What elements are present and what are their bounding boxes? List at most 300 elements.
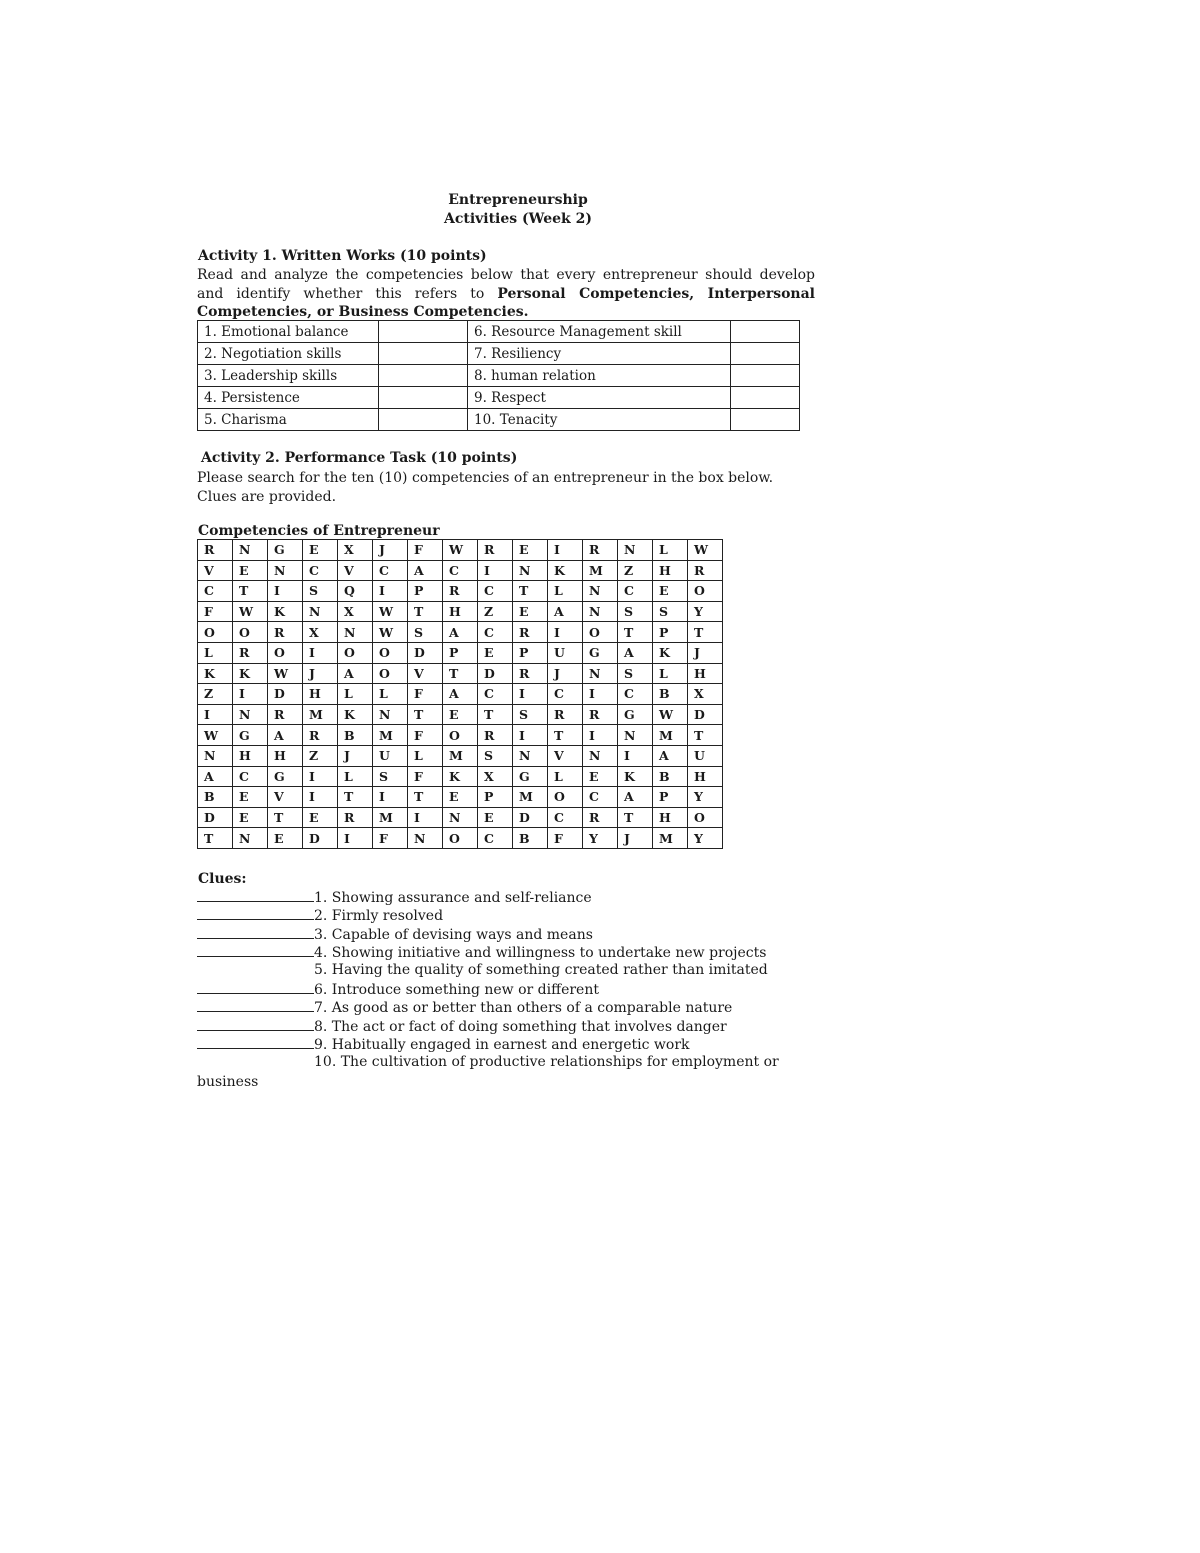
grid-letter: I: [513, 684, 548, 705]
grid-letter: W: [653, 704, 688, 725]
answer-cell[interactable]: [379, 387, 468, 409]
grid-letter: G: [513, 766, 548, 787]
grid-letter: O: [548, 787, 583, 808]
clue-text: 6. Introduce something new or different: [314, 981, 599, 998]
grid-letter: E: [478, 807, 513, 828]
grid-letter: T: [408, 704, 443, 725]
grid-letter: S: [618, 601, 653, 622]
answer-blank[interactable]: [197, 998, 314, 1012]
grid-letter: S: [408, 622, 443, 643]
grid-letter: N: [583, 745, 618, 766]
grid-letter: R: [338, 807, 373, 828]
grid-letter: K: [618, 766, 653, 787]
answer-cell[interactable]: [731, 343, 800, 365]
grid-letter: J: [618, 828, 653, 849]
grid-letter: E: [513, 540, 548, 561]
grid-letter: B: [653, 684, 688, 705]
activity1-instructions-text: Read and analyze the competencies below that every entrepreneur should develop and identify whether this refers to: [197, 267, 815, 302]
grid-letter: Z: [198, 684, 233, 705]
grid-letter: H: [688, 766, 723, 787]
grid-letter: R: [688, 560, 723, 581]
grid-letter: I: [198, 704, 233, 725]
grid-letter: M: [373, 807, 408, 828]
grid-letter: I: [408, 807, 443, 828]
grid-row: [198, 560, 723, 581]
grid-letter: T: [408, 601, 443, 622]
grid-letter: N: [233, 828, 268, 849]
grid-letter: R: [513, 622, 548, 643]
grid-letter: F: [408, 725, 443, 746]
grid-letter: R: [583, 540, 618, 561]
competency-cell: 2. Negotiation skills: [198, 343, 379, 365]
clue-item: [197, 906, 817, 924]
grid-letter: X: [303, 622, 338, 643]
grid-letter: C: [303, 560, 338, 581]
answer-cell[interactable]: [731, 321, 800, 343]
grid-letter: Q: [338, 581, 373, 602]
answer-blank[interactable]: [197, 980, 314, 994]
grid-letter: G: [618, 704, 653, 725]
grid-letter: C: [373, 560, 408, 581]
grid-row: [198, 807, 723, 828]
grid-letter: H: [688, 663, 723, 684]
grid-letter: L: [373, 684, 408, 705]
activity1-instructions: [197, 266, 815, 322]
grid-letter: O: [373, 663, 408, 684]
grid-letter: O: [373, 642, 408, 663]
grid-letter: T: [688, 622, 723, 643]
grid-row: [198, 828, 723, 849]
grid-letter: C: [583, 787, 618, 808]
grid-letter: I: [303, 787, 338, 808]
grid-letter: W: [233, 601, 268, 622]
grid-letter: W: [688, 540, 723, 561]
competency-table: [197, 320, 800, 431]
grid-row: [198, 581, 723, 602]
grid-letter: L: [548, 766, 583, 787]
grid-letter: G: [268, 766, 303, 787]
answer-blank[interactable]: [197, 943, 314, 957]
competency-row: [198, 343, 800, 365]
grid-letter: J: [373, 540, 408, 561]
grid-row: [198, 684, 723, 705]
grid-letter: O: [443, 725, 478, 746]
grid-letter: A: [618, 642, 653, 663]
document-subtitle: Activities (Week 2): [443, 211, 593, 227]
grid-letter: C: [443, 560, 478, 581]
grid-letter: N: [198, 745, 233, 766]
grid-row: [198, 622, 723, 643]
grid-letter: R: [233, 642, 268, 663]
grid-letter: D: [513, 807, 548, 828]
grid-letter: T: [198, 828, 233, 849]
grid-letter: L: [548, 581, 583, 602]
grid-letter: V: [338, 560, 373, 581]
grid-letter: O: [233, 622, 268, 643]
grid-letter: C: [618, 684, 653, 705]
grid-row: [198, 787, 723, 808]
grid-letter: E: [303, 807, 338, 828]
grid-letter: D: [198, 807, 233, 828]
competency-row: [198, 365, 800, 387]
grid-letter: N: [618, 540, 653, 561]
grid-letter: U: [688, 745, 723, 766]
grid-letter: I: [373, 581, 408, 602]
grid-letter: M: [653, 725, 688, 746]
grid-letter: B: [198, 787, 233, 808]
grid-letter: N: [583, 601, 618, 622]
grid-letter: J: [338, 745, 373, 766]
grid-letter: T: [443, 663, 478, 684]
grid-letter: R: [268, 704, 303, 725]
grid-letter: I: [513, 725, 548, 746]
grid-letter: K: [268, 601, 303, 622]
word-search-heading: Competencies of Entrepreneur: [198, 523, 440, 539]
grid-letter: G: [268, 540, 303, 561]
grid-letter: S: [653, 601, 688, 622]
grid-letter: C: [548, 807, 583, 828]
grid-letter: P: [513, 642, 548, 663]
answer-cell[interactable]: [379, 365, 468, 387]
clue-text: 8. The act or fact of doing something that involves danger: [314, 1018, 727, 1035]
grid-letter: M: [443, 745, 478, 766]
grid-letter: P: [443, 642, 478, 663]
grid-letter: T: [233, 581, 268, 602]
grid-letter: O: [198, 622, 233, 643]
grid-letter: E: [233, 787, 268, 808]
grid-letter: S: [373, 766, 408, 787]
clue-text: 5. Having the quality of something created rather than imitated: [314, 961, 768, 978]
grid-letter: R: [583, 704, 618, 725]
grid-letter: C: [198, 581, 233, 602]
answer-blank[interactable]: [197, 925, 314, 939]
grid-letter: I: [268, 581, 303, 602]
grid-letter: P: [478, 787, 513, 808]
grid-letter: B: [653, 766, 688, 787]
grid-letter: P: [653, 787, 688, 808]
clue-text: 2. Firmly resolved: [314, 908, 444, 925]
grid-letter: N: [233, 704, 268, 725]
grid-row: [198, 725, 723, 746]
grid-letter: O: [688, 581, 723, 602]
grid-letter: N: [268, 560, 303, 581]
grid-letter: A: [338, 663, 373, 684]
grid-letter: T: [548, 725, 583, 746]
competency-cell: 5. Charisma: [198, 409, 379, 431]
answer-cell[interactable]: [731, 365, 800, 387]
grid-letter: H: [653, 807, 688, 828]
competency-row: [198, 409, 800, 431]
grid-letter: T: [688, 725, 723, 746]
grid-letter: I: [583, 725, 618, 746]
grid-letter: O: [338, 642, 373, 663]
grid-row: [198, 540, 723, 561]
grid-letter: H: [303, 684, 338, 705]
grid-letter: M: [513, 787, 548, 808]
clue-item: [197, 943, 817, 961]
clue-text: 1. Showing assurance and self-reliance: [314, 890, 592, 906]
grid-letter: E: [478, 642, 513, 663]
grid-letter: C: [618, 581, 653, 602]
answer-blank[interactable]: [197, 906, 314, 920]
competency-row: [198, 321, 800, 343]
grid-letter: R: [303, 725, 338, 746]
grid-letter: W: [268, 663, 303, 684]
grid-letter: N: [373, 704, 408, 725]
answer-cell[interactable]: [731, 387, 800, 409]
clue-item: [197, 1017, 817, 1035]
grid-letter: O: [443, 828, 478, 849]
grid-letter: K: [338, 704, 373, 725]
clue-continuation: business: [197, 1073, 259, 1090]
grid-letter: I: [303, 642, 338, 663]
grid-letter: I: [618, 745, 653, 766]
grid-letter: L: [198, 642, 233, 663]
grid-letter: X: [688, 684, 723, 705]
grid-letter: O: [688, 807, 723, 828]
grid-letter: N: [513, 560, 548, 581]
grid-letter: Y: [688, 828, 723, 849]
grid-letter: V: [198, 560, 233, 581]
grid-letter: W: [373, 601, 408, 622]
grid-letter: A: [653, 745, 688, 766]
grid-letter: D: [268, 684, 303, 705]
grid-row: [198, 663, 723, 684]
grid-row: [198, 766, 723, 787]
grid-letter: N: [583, 581, 618, 602]
clue-item: [197, 1054, 817, 1072]
activity2-instructions: Please search for the ten (10) competencies of an entrepreneur in the box below. Clues are provided.: [197, 470, 774, 505]
grid-letter: N: [513, 745, 548, 766]
competency-cell: 3. Leadership skills: [198, 365, 379, 387]
grid-letter: K: [198, 663, 233, 684]
grid-letter: R: [478, 540, 513, 561]
answer-cell[interactable]: [379, 343, 468, 365]
competency-cell: 4. Persistence: [198, 387, 379, 409]
grid-letter: H: [443, 601, 478, 622]
grid-letter: H: [233, 745, 268, 766]
grid-letter: E: [583, 766, 618, 787]
grid-letter: K: [548, 560, 583, 581]
grid-letter: E: [653, 581, 688, 602]
grid-letter: L: [338, 766, 373, 787]
grid-letter: E: [233, 560, 268, 581]
grid-letter: S: [618, 663, 653, 684]
grid-letter: X: [478, 766, 513, 787]
grid-letter: A: [408, 560, 443, 581]
clue-item: [197, 925, 817, 943]
grid-letter: T: [513, 581, 548, 602]
grid-letter: S: [513, 704, 548, 725]
grid-letter: I: [373, 787, 408, 808]
grid-letter: F: [548, 828, 583, 849]
grid-letter: N: [443, 807, 478, 828]
grid-letter: E: [443, 787, 478, 808]
grid-letter: N: [338, 622, 373, 643]
answer-blank[interactable]: [197, 1017, 314, 1031]
grid-letter: Z: [478, 601, 513, 622]
grid-letter: P: [408, 581, 443, 602]
grid-row: [198, 745, 723, 766]
grid-row: [198, 642, 723, 663]
grid-letter: L: [653, 540, 688, 561]
clue-text: 10. The cultivation of productive relationships for employment or: [314, 1053, 779, 1070]
grid-row: [198, 704, 723, 725]
grid-letter: D: [303, 828, 338, 849]
word-search-grid: [197, 539, 723, 849]
document-title: Entrepreneurship: [448, 192, 588, 208]
grid-letter: M: [373, 725, 408, 746]
competency-cell: 9. Respect: [468, 387, 731, 409]
grid-letter: C: [478, 622, 513, 643]
grid-letter: B: [338, 725, 373, 746]
grid-letter: O: [268, 642, 303, 663]
grid-letter: I: [478, 560, 513, 581]
grid-letter: N: [303, 601, 338, 622]
grid-letter: I: [233, 684, 268, 705]
answer-cell[interactable]: [731, 409, 800, 431]
grid-letter: F: [408, 684, 443, 705]
competency-cell: 8. human relation: [468, 365, 731, 387]
clue-text: 3. Capable of devising ways and means: [314, 926, 593, 943]
grid-letter: Y: [688, 601, 723, 622]
grid-letter: C: [478, 684, 513, 705]
grid-letter: J: [688, 642, 723, 663]
grid-letter: A: [618, 787, 653, 808]
grid-letter: E: [513, 601, 548, 622]
grid-letter: K: [443, 766, 478, 787]
competency-cell: 1. Emotional balance: [198, 321, 379, 343]
grid-letter: H: [653, 560, 688, 581]
grid-letter: T: [408, 787, 443, 808]
grid-letter: X: [338, 601, 373, 622]
clue-item: [197, 888, 817, 906]
grid-letter: J: [303, 663, 338, 684]
grid-letter: T: [338, 787, 373, 808]
grid-letter: R: [443, 581, 478, 602]
grid-letter: N: [583, 663, 618, 684]
grid-letter: C: [478, 828, 513, 849]
grid-letter: F: [373, 828, 408, 849]
grid-letter: C: [478, 581, 513, 602]
activity2-heading: Activity 2. Performance Task (10 points): [201, 450, 518, 466]
grid-letter: N: [408, 828, 443, 849]
clue-text: 4. Showing initiative and willingness to undertake new projects: [314, 945, 767, 962]
grid-letter: R: [548, 704, 583, 725]
grid-letter: N: [233, 540, 268, 561]
grid-letter: W: [373, 622, 408, 643]
grid-letter: I: [303, 766, 338, 787]
grid-letter: E: [443, 704, 478, 725]
grid-letter: A: [268, 725, 303, 746]
answer-cell[interactable]: [379, 321, 468, 343]
grid-letter: Z: [618, 560, 653, 581]
grid-letter: C: [548, 684, 583, 705]
grid-letter: R: [513, 663, 548, 684]
competency-cell: 10. Tenacity: [468, 409, 731, 431]
grid-letter: I: [338, 828, 373, 849]
grid-letter: Y: [583, 828, 618, 849]
grid-letter: S: [303, 581, 338, 602]
competency-cell: 7. Resiliency: [468, 343, 731, 365]
grid-letter: R: [478, 725, 513, 746]
grid-letter: J: [548, 663, 583, 684]
grid-letter: V: [408, 663, 443, 684]
grid-letter: I: [548, 540, 583, 561]
grid-letter: F: [408, 766, 443, 787]
answer-cell[interactable]: [379, 409, 468, 431]
grid-letter: L: [653, 663, 688, 684]
answer-blank[interactable]: [197, 1035, 314, 1049]
grid-letter: M: [583, 560, 618, 581]
grid-letter: B: [513, 828, 548, 849]
grid-letter: E: [303, 540, 338, 561]
activity1-instructions-bold: Personal Competencies, Interpersonal Competencies, or Business Competencies.: [197, 285, 815, 320]
grid-letter: I: [548, 622, 583, 643]
grid-letter: D: [408, 642, 443, 663]
grid-letter: Z: [303, 745, 338, 766]
grid-letter: G: [233, 725, 268, 746]
grid-letter: T: [268, 807, 303, 828]
clue-text: 7. As good as or better than others of a comparable nature: [314, 1000, 733, 1017]
grid-letter: C: [233, 766, 268, 787]
grid-letter: T: [478, 704, 513, 725]
grid-letter: D: [478, 663, 513, 684]
clue-item: [197, 962, 817, 980]
answer-blank[interactable]: [197, 888, 314, 902]
grid-letter: E: [268, 828, 303, 849]
grid-letter: E: [233, 807, 268, 828]
grid-letter: L: [408, 745, 443, 766]
grid-letter: R: [583, 807, 618, 828]
grid-row: [198, 601, 723, 622]
clues-list: [197, 888, 817, 1090]
grid-letter: H: [268, 745, 303, 766]
grid-letter: T: [618, 622, 653, 643]
activity1-heading: Activity 1. Written Works (10 points): [198, 248, 487, 264]
competency-row: [198, 387, 800, 409]
clue-item: [197, 980, 817, 998]
grid-letter: A: [443, 684, 478, 705]
grid-letter: F: [198, 601, 233, 622]
grid-letter: U: [548, 642, 583, 663]
grid-letter: S: [478, 745, 513, 766]
competency-cell: 6. Resource Management skill: [468, 321, 731, 343]
grid-letter: O: [583, 622, 618, 643]
grid-letter: Y: [688, 787, 723, 808]
grid-letter: P: [653, 622, 688, 643]
grid-letter: R: [198, 540, 233, 561]
clue-text: 9. Habitually engaged in earnest and energetic work: [314, 1037, 690, 1054]
grid-letter: X: [338, 540, 373, 561]
grid-letter: R: [268, 622, 303, 643]
grid-letter: K: [653, 642, 688, 663]
grid-letter: U: [373, 745, 408, 766]
clue-item: [197, 1035, 817, 1053]
clues-heading: Clues:: [198, 871, 247, 887]
grid-letter: F: [408, 540, 443, 561]
grid-letter: M: [303, 704, 338, 725]
grid-letter: I: [583, 684, 618, 705]
grid-letter: G: [583, 642, 618, 663]
clue-item: [197, 998, 817, 1016]
grid-letter: V: [548, 745, 583, 766]
grid-letter: D: [688, 704, 723, 725]
grid-letter: A: [443, 622, 478, 643]
grid-letter: M: [653, 828, 688, 849]
grid-letter: N: [618, 725, 653, 746]
grid-letter: W: [198, 725, 233, 746]
